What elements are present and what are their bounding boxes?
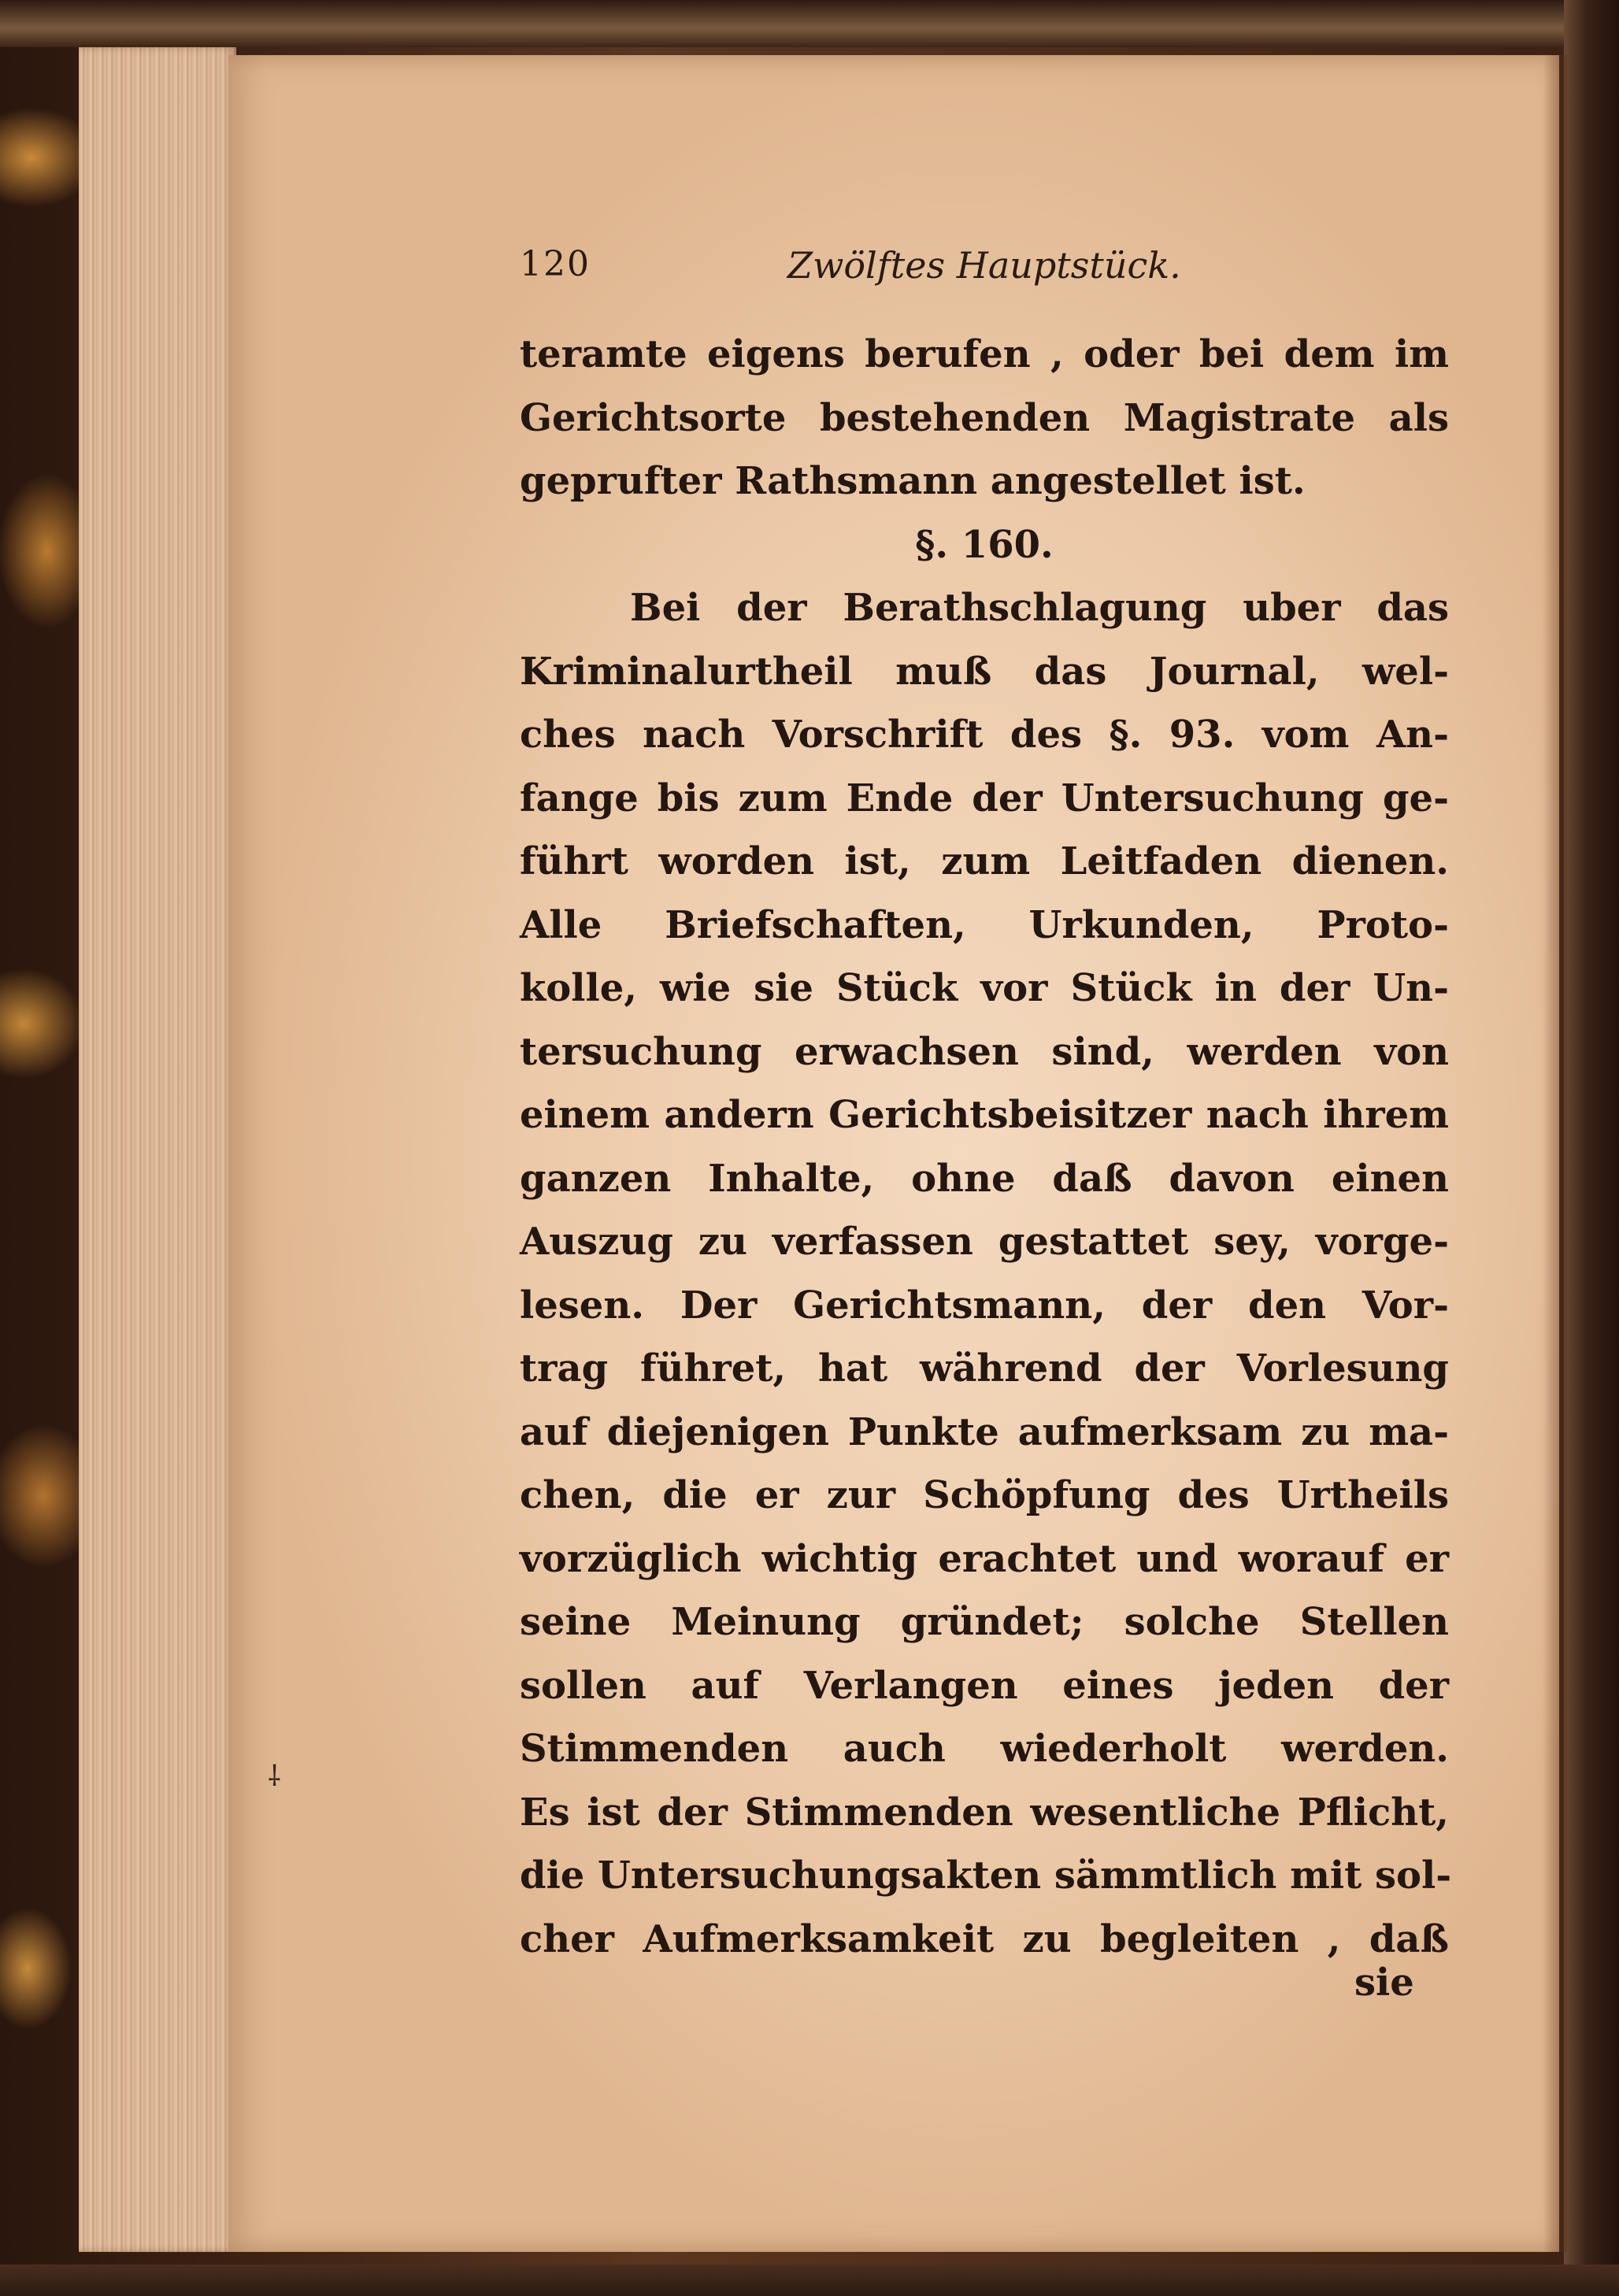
text-line: Kriminalurtheil muß das Journal, wel- [520, 649, 1449, 694]
text-line: auf diejenigen Punkte aufmerksam zu ma- [520, 1409, 1449, 1454]
book-cover-bottom [0, 2265, 1619, 2296]
text-line: cher Aufmerksamkeit zu begleiten , daß [520, 1916, 1449, 1961]
text-line: Auszug zu verfassen gestattet sey, vorge- [520, 1220, 1449, 1264]
text-line: führt worden ist, zum Leitfaden dienen. [520, 839, 1449, 883]
body-text [520, 323, 1452, 1971]
book-cover-top [0, 0, 1619, 47]
text-line: ches nach Vorschrift des §. 93. vom An- [520, 713, 1449, 757]
text-line: tersuchung erwachsen sind, werden von [520, 1029, 1449, 1074]
text-line: ganzen Inhalte, ohne daß davon einen [520, 1156, 1449, 1201]
text-line: Alle Briefschaften, Urkunden, Proto- [520, 902, 1449, 947]
text-line: geprufter Rathsmann angestellet ist. [520, 459, 1306, 503]
text-line: die Untersuchungsakten sämmtlich mit sol- [520, 1853, 1452, 1898]
chapter-title: Zwölftes Hauptstück. [787, 244, 1181, 287]
text-line: fange bis zum Ende der Untersuchung ge- [520, 776, 1449, 820]
text-line: seine Meinung gründet; solche Stellen [520, 1600, 1449, 1644]
book-cover-right [1564, 0, 1619, 2296]
section-heading: §. 160. [915, 522, 1054, 567]
margin-mark: ⸸ [268, 1761, 281, 1793]
text-line: Es ist der Stimmenden wesentliche Pflicht, [520, 1790, 1449, 1835]
text-line: sollen auf Verlangen eines jeden der [520, 1663, 1449, 1708]
text-line: vorzüglich wichtig erachtet und worauf er [520, 1536, 1449, 1581]
text-line: lesen. Der Gerichtsmann, der den Vor- [520, 1283, 1449, 1328]
text-line: einem andern Gerichtsbeisitzer nach ihrem [520, 1093, 1449, 1137]
running-head [520, 244, 1465, 299]
text-line: chen, die er zur Schöpfung des Urtheils [520, 1473, 1449, 1517]
text-line: teramte eigens berufen , oder bei dem im [520, 332, 1449, 376]
text-line: trag führet, hat während der Vorlesung [520, 1346, 1449, 1391]
text-line: Stimmenden auch wiederholt werden. [520, 1727, 1449, 1771]
catchword: sie [1354, 1961, 1414, 2005]
spine-shadow [1543, 55, 1567, 2252]
text-line: Bei der Berathschlagung uber das [630, 586, 1449, 630]
text-line: Gerichtsorte bestehenden Magistrate als [520, 395, 1449, 440]
page-edges [79, 47, 236, 2252]
page-number: 120 [520, 244, 591, 284]
text-line: kolle, wie sie Stück vor Stück in der Un- [520, 966, 1449, 1010]
